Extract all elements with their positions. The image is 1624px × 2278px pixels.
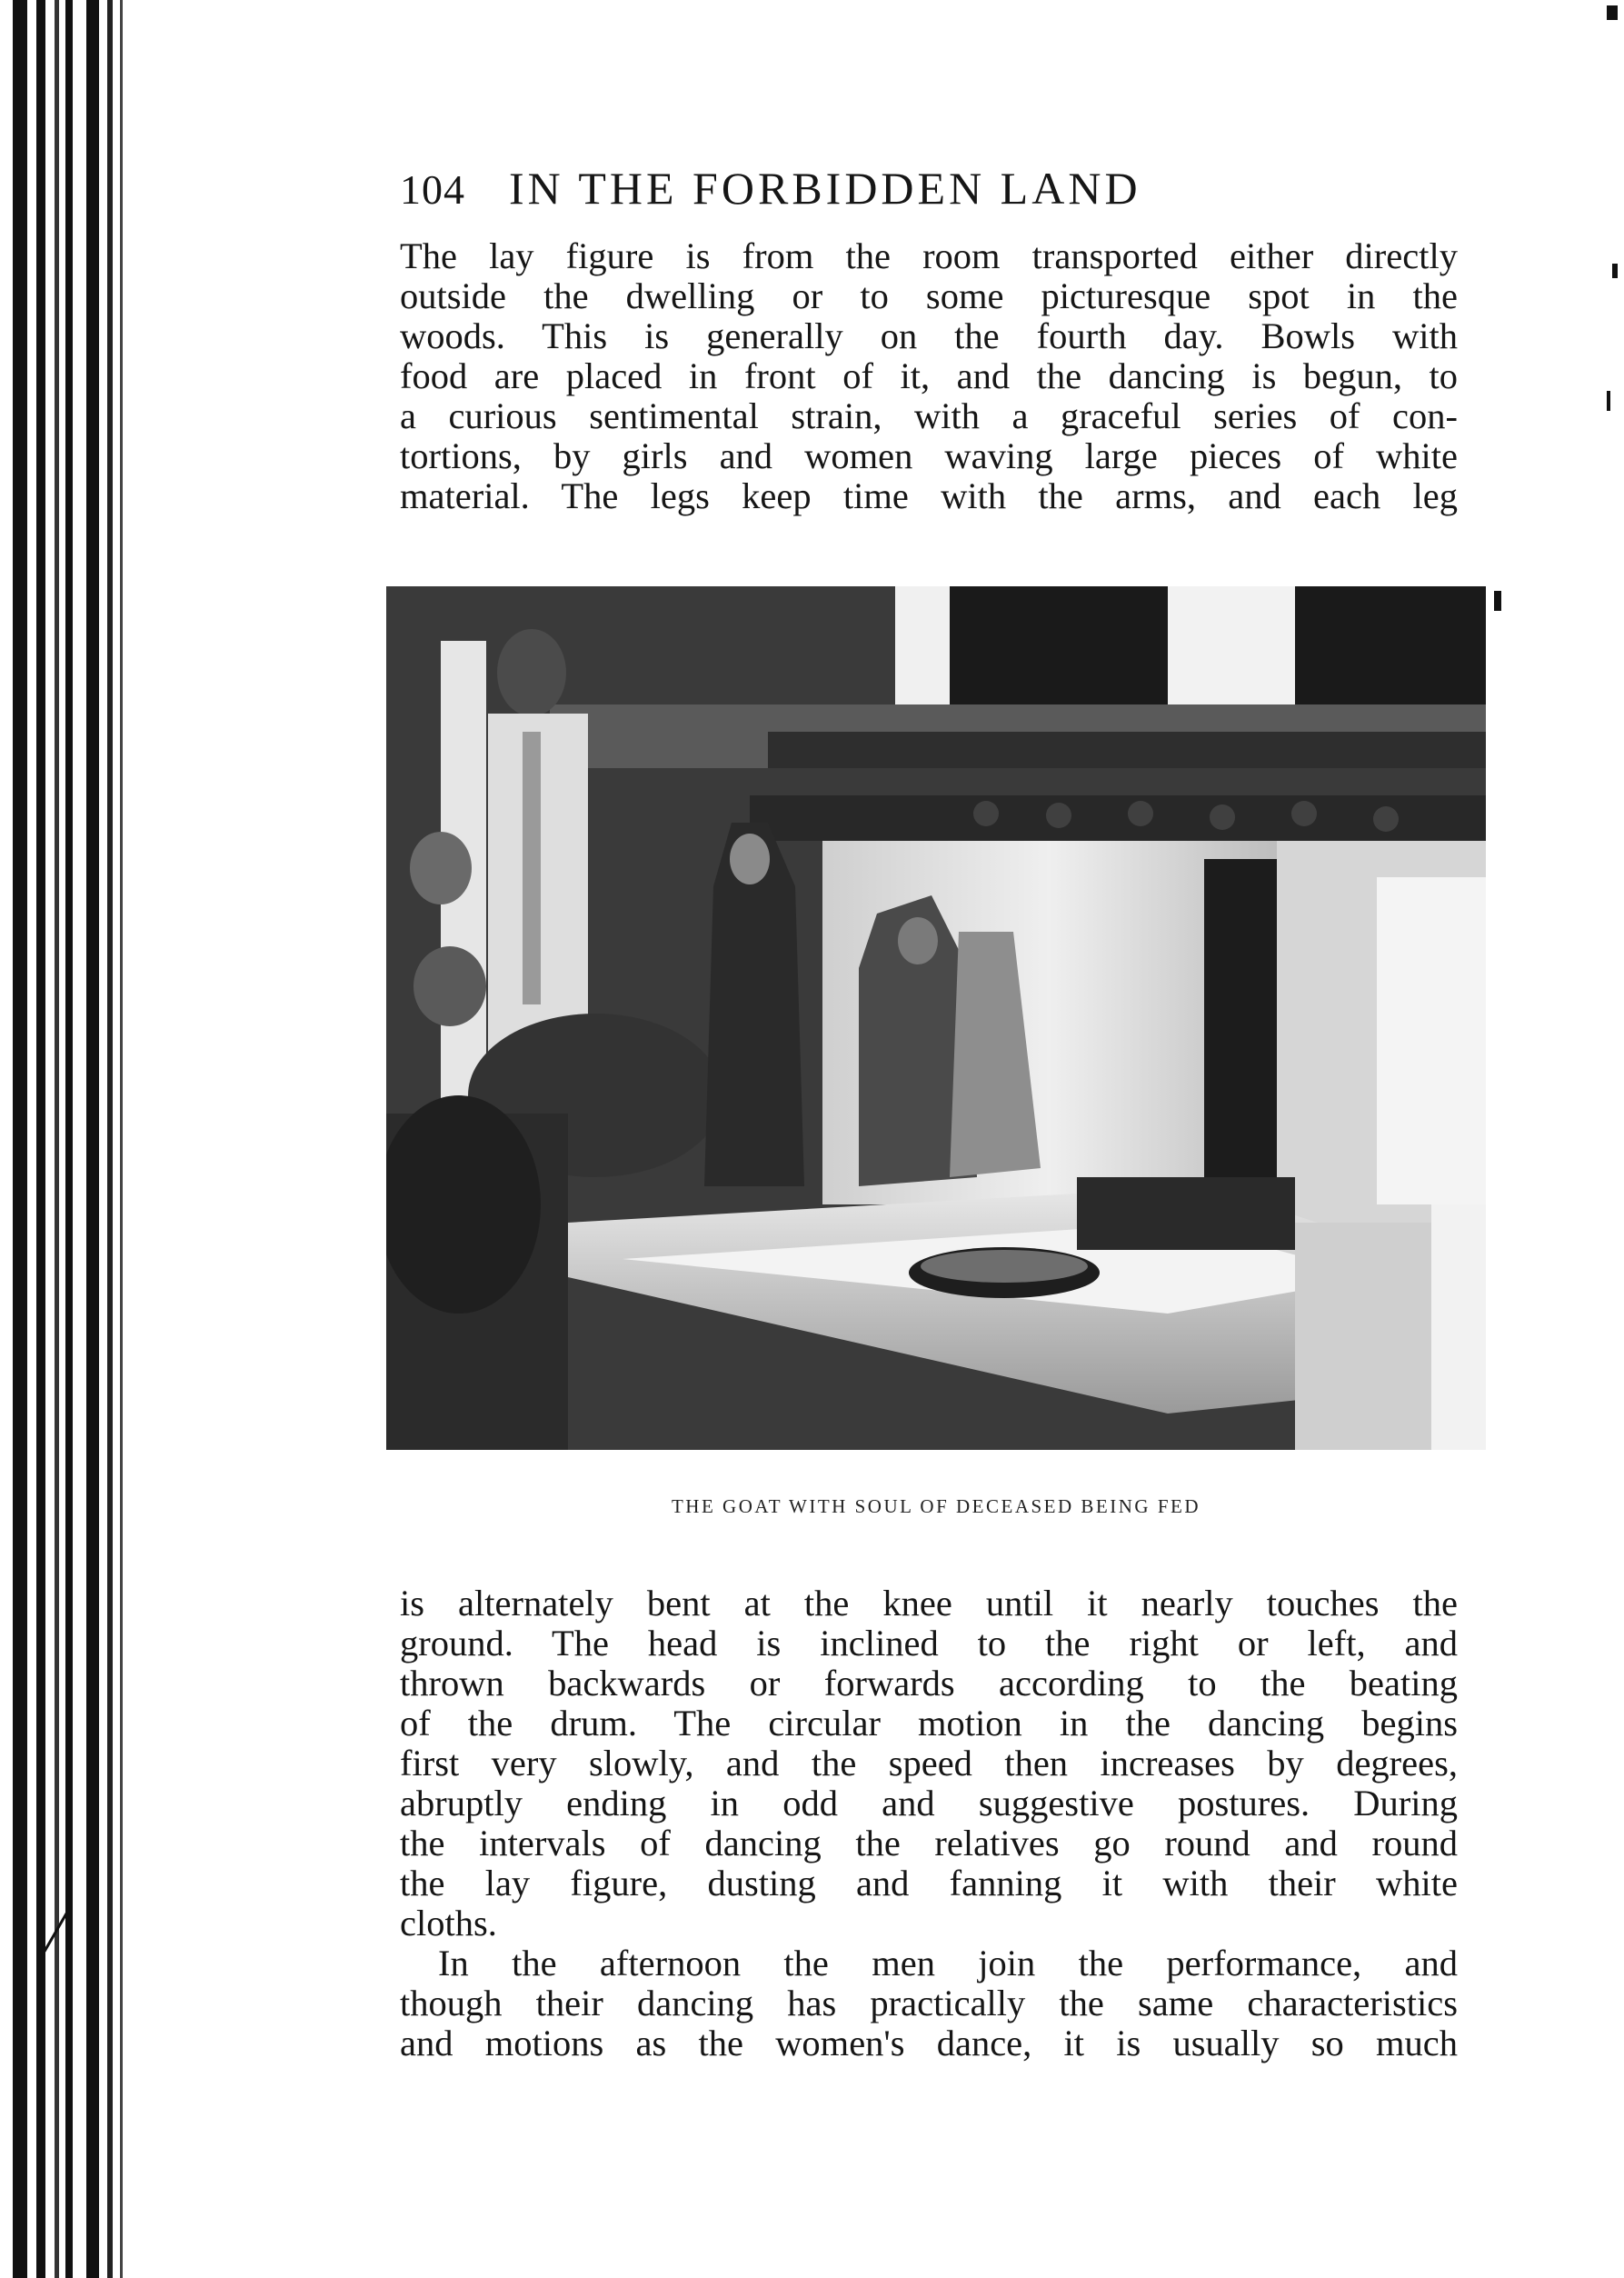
plate-caption: THE GOAT WITH SOUL OF DECEASED BEING FED [671,1495,1201,1517]
text-line: ground. The head is inclined to the right or left, and [400,1623,1458,1664]
text-line: the intervals of dancing the relatives go round and round [400,1823,1458,1863]
text-line: is alternately bent at the knee until it nearly touches the [400,1583,1458,1624]
text-line: of the drum. The circular motion in the dancing begins [400,1703,1458,1743]
text-line: first very slowly, and the speed then increases by degrees, [400,1743,1458,1783]
text-line: cloths. [400,1903,497,1943]
text-line: outside the dwelling or to some picturesque spot in the [400,275,1458,316]
scan-speck [1607,5,1618,20]
text-line: material. The legs keep time with the arms, and each leg [400,475,1458,516]
photograph-plate [386,586,1486,1450]
text-line: though their dancing has practically the same characteristics [400,1983,1458,2023]
page-number: 104 [400,166,465,213]
book-binding-edge [0,0,136,2278]
text-line: a curious sentimental strain, with a graceful series of con- [400,395,1458,436]
scan-speck [1494,591,1501,611]
scan-speck [1612,264,1618,278]
text-line: woods. This is generally on the fourth day. Bowls with [400,315,1458,356]
text-line: tortions, by girls and women waving large pieces of white [400,435,1458,476]
text-line: and motions as the women's dance, it is usually so much [400,2023,1458,2063]
photograph-illustration [386,586,1486,1450]
page-header [400,162,1309,225]
text-line: abruptly ending in odd and suggestive postures. During [400,1783,1458,1823]
running-head: IN THE FORBIDDEN LAND [509,163,1141,214]
body-text-bottom [400,1584,1458,2063]
text-line: food are placed in front of it, and the dancing is begun, to [400,355,1458,396]
text-line: The lay figure is from the room transported either directly [400,235,1458,276]
text-line: thrown backwards or forwards according to the beating [400,1663,1458,1704]
scan-speck [1607,391,1610,411]
body-text-top [400,236,1458,516]
text-line: In the afternoon the men join the performance, and [438,1943,1458,1983]
text-line: the lay figure, dusting and fanning it with their white [400,1863,1458,1903]
